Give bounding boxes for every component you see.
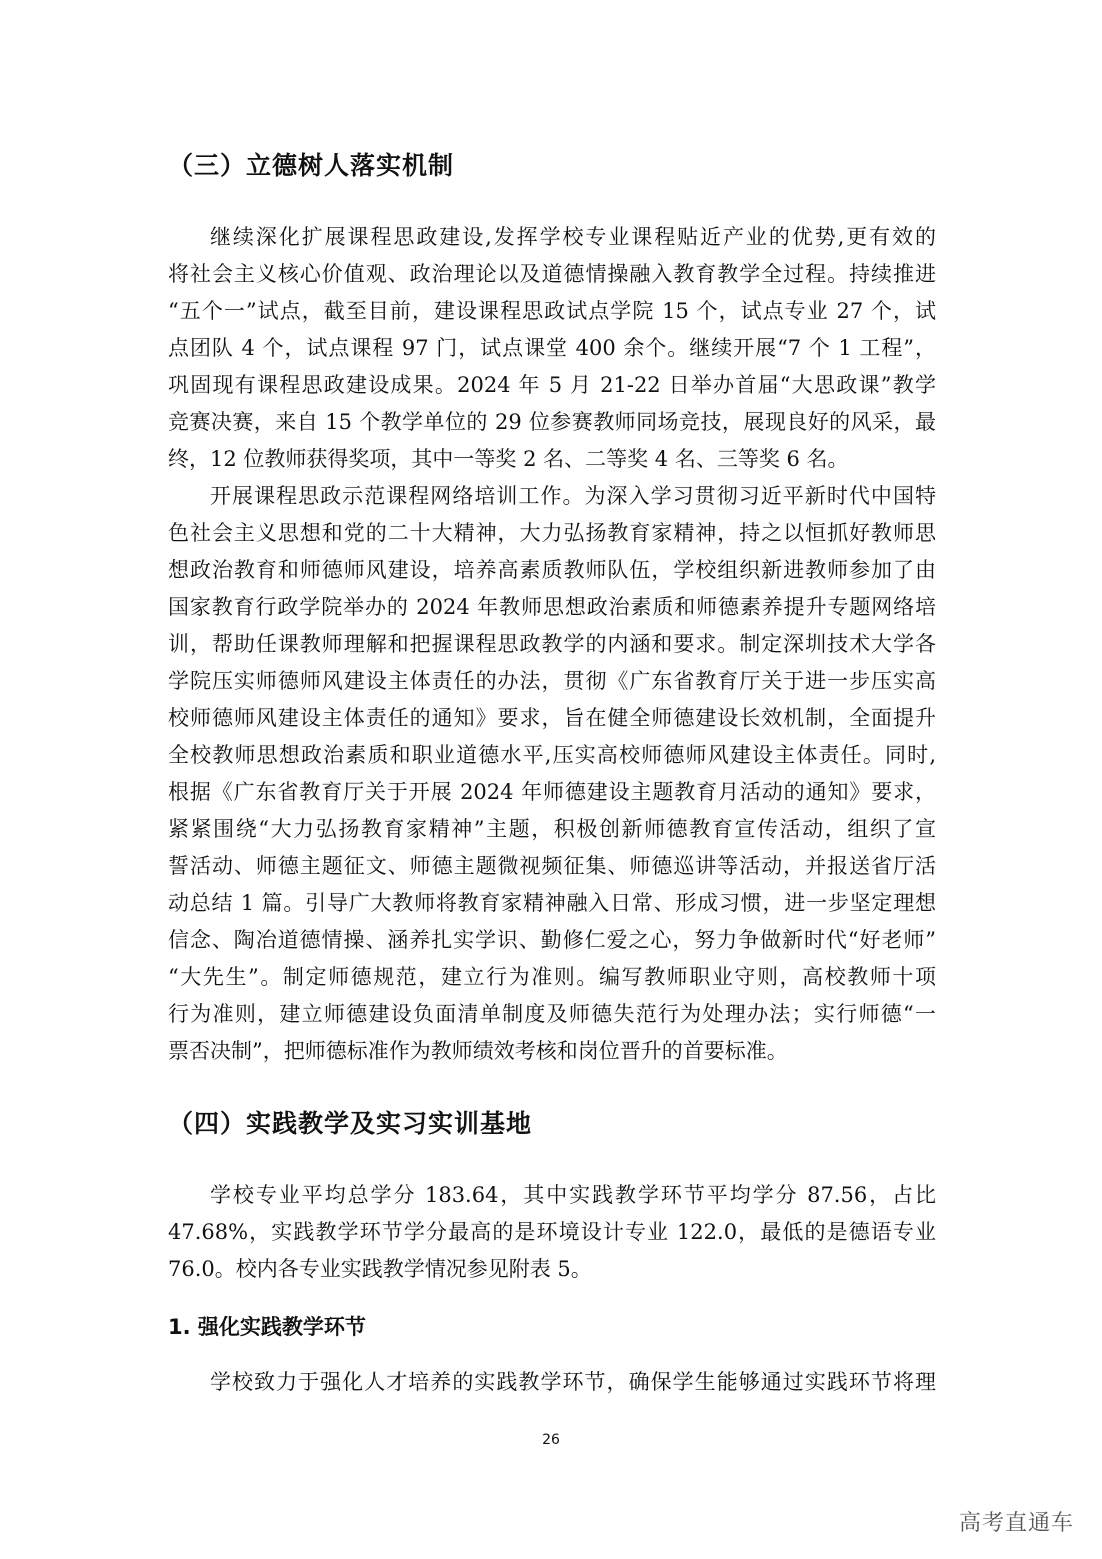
subsection-heading: 1. 强化实践教学环节 [168, 1315, 366, 1339]
paragraph-line: 票否决制”，把师德标准作为教师绩效考核和岗位晋升的首要标准。 [168, 1039, 788, 1063]
section-heading-4: （四）实践教学及实习实训基地 [168, 1109, 533, 1138]
paragraph-line: 训，帮助任课教师理解和把握课程思政教学的内涵和要求。制定深圳技术大学各 [168, 632, 936, 656]
paragraph-line: 校师德师风建设主体责任的通知》要求，旨在健全师德建设长效机制，全面提升 [168, 706, 936, 730]
paragraph-line: 信念、陶冶道德情操、涵养扎实学识、勤修仁爱之心，努力争做新时代“好老师” [168, 928, 936, 952]
paragraph-line: 根据《广东省教育厅关于开展 2024 年师德建设主题教育月活动的通知》要求， [168, 780, 936, 804]
paragraph-line: 行为准则，建立师德建设负面清单制度及师德失范行为处理办法；实行师德“一 [168, 1002, 936, 1026]
paragraph-line: 将社会主义核心价值观、政治理论以及道德情操融入教育教学全过程。持续推进 [168, 262, 936, 286]
page-number: 26 [542, 1432, 560, 1448]
paragraph-line: 47.68%，实践教学环节学分最高的是环境设计专业 122.0，最低的是德语专业 [168, 1220, 936, 1244]
paragraph-line: 誓活动、师德主题征文、师德主题微视频征集、师德巡讲等活动，并报送省厅活 [168, 854, 936, 878]
paragraph-line: 学校致力于强化人才培养的实践教学环节，确保学生能够通过实践环节将理 [210, 1370, 936, 1394]
paragraph-line: 76.0。校内各专业实践教学情况参见附表 5。 [168, 1257, 592, 1281]
paragraph-line: “五个一”试点，截至目前，建设课程思政试点学院 15 个，试点专业 27 个，试 [168, 299, 936, 323]
paragraph-line: 学院压实师德师风建设主体责任的办法，贯彻《广东省教育厅关于进一步压实高 [168, 669, 936, 693]
watermark-text: 高考直通车 [958, 1511, 1074, 1536]
paragraph-line: 点团队 4 个，试点课程 97 门，试点课堂 400 余个。继续开展“7 个 1 工程”， [168, 336, 936, 360]
paragraph-line: 全校教师思想政治素质和职业道德水平,压实高校师德师风建设主体责任。同时, [168, 743, 936, 767]
section-heading-3: （三）立德树人落实机制 [168, 151, 455, 180]
paragraph-line: 终，12 位教师获得奖项，其中一等奖 2 名、二等奖 4 名、三等奖 6 名。 [168, 447, 849, 471]
paragraph-line: 想政治教育和师德师风建设，培养高素质教师队伍，学校组织新进教师参加了由 [168, 558, 936, 582]
paragraph-line: 紧紧围绕“大力弘扬教育家精神”主题，积极创新师德教育宣传活动，组织了宣 [168, 817, 936, 841]
paragraph-line: 竞赛决赛，来自 15 个教学单位的 29 位参赛教师同场竞技，展现良好的风采，最 [168, 410, 936, 434]
paragraph-line: 色社会主义思想和党的二十大精神，大力弘扬教育家精神，持之以恒抓好教师思 [168, 521, 936, 545]
paragraph-line: 开展课程思政示范课程网络培训工作。为深入学习贯彻习近平新时代中国特 [210, 484, 936, 508]
paragraph-line: 国家教育行政学院举办的 2024 年教师思想政治素质和师德素养提升专题网络培 [168, 595, 936, 619]
paragraph-line: 动总结 1 篇。引导广大教师将教育家精神融入日常、形成习惯，进一步坚定理想 [168, 891, 936, 915]
paragraph-line: 学校专业平均总学分 183.64，其中实践教学环节平均学分 87.56，占比 [210, 1183, 936, 1207]
paragraph-line: 继续深化扩展课程思政建设,发挥学校专业课程贴近产业的优势,更有效的 [210, 225, 936, 249]
paragraph-line: “大先生”。制定师德规范，建立行为准则。编写教师职业守则，高校教师十项 [168, 965, 936, 989]
paragraph-line: 巩固现有课程思政建设成果。2024 年 5 月 21-22 日举办首届“大思政课”教学 [168, 373, 936, 397]
